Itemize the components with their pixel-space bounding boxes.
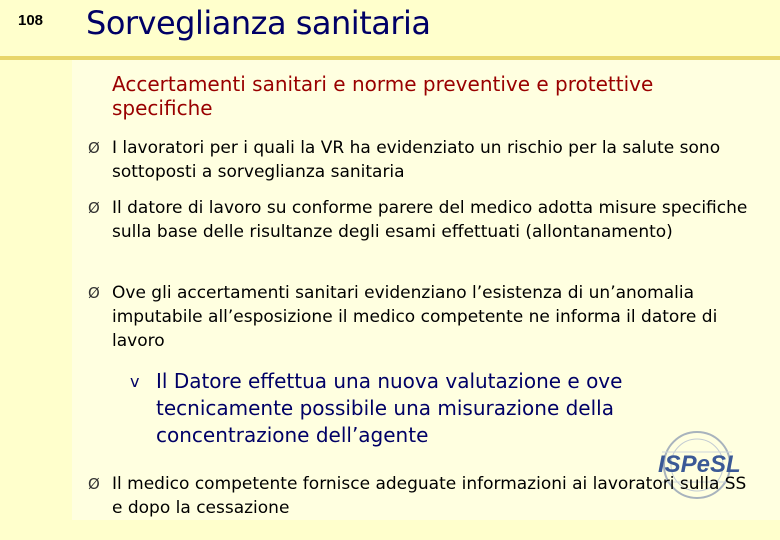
bullet-text: Il medico competente fornisce adeguate informazioni ai lavoratori sulla SS e dopo la cessazione [112, 474, 747, 518]
arrow-bullet-icon: Ø [88, 139, 100, 157]
left-band [0, 0, 72, 540]
bullet-item [88, 472, 758, 520]
slide-number: 108 [18, 12, 44, 29]
sub-bullet-text: Il Datore effettua una nuova valutazione e ove tecnicamente possibile una misurazione della concentrazione dell’agente [156, 369, 623, 447]
logo-text: ISPeSL [658, 451, 741, 478]
bullet-item [88, 281, 758, 353]
bullet-text: I lavoratori per i quali la VR ha evidenziato un rischio per la salute sono sottoposti a sorveglianza sanitaria [112, 138, 721, 182]
slide-title: Sorveglianza sanitaria [86, 4, 431, 42]
bullet-item [88, 136, 758, 184]
slide-subtitle: Accertamenti sanitari e norme preventive e protettive specifiche [112, 72, 654, 120]
arrow-bullet-icon: Ø [88, 199, 100, 217]
diamond-bullet-icon: v [130, 372, 140, 391]
bullet-text: Ove gli accertamenti sanitari evidenziano l’esistenza di un’anomalia imputabile all’esposizione il medico competente ne informa il datore di lavoro [112, 283, 718, 351]
arrow-bullet-icon: Ø [88, 284, 100, 302]
bullet-item [88, 196, 758, 244]
arrow-bullet-icon: Ø [88, 475, 100, 493]
title-divider [0, 56, 780, 60]
bullet-text: Il datore di lavoro su conforme parere del medico adotta misure specifiche sulla base delle risultanze degli esami effettuati (allontanamento) [112, 198, 748, 242]
